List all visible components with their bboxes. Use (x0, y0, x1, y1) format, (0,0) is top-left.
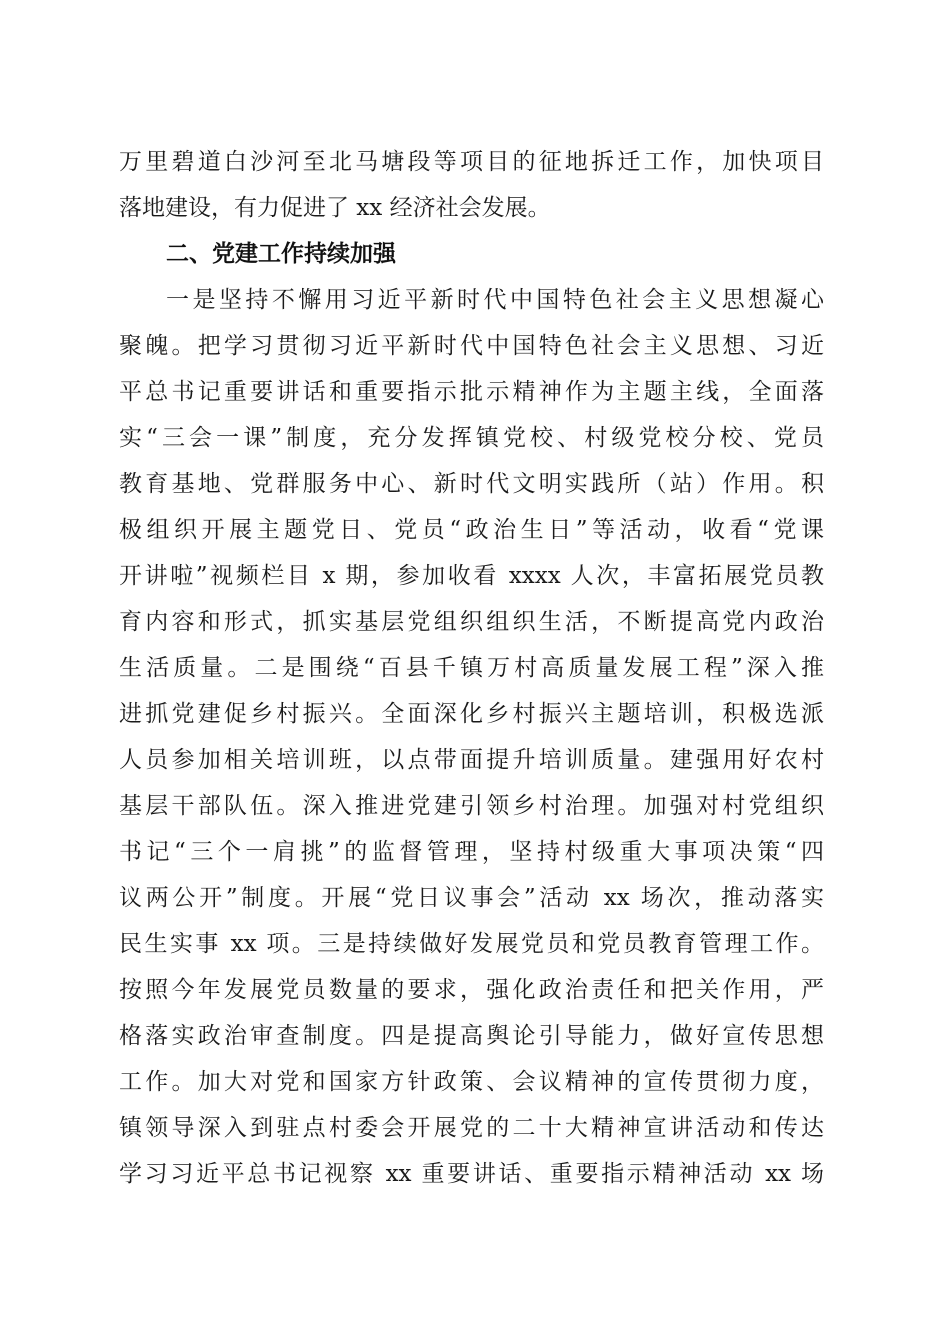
body-line: 生活质量。二是围绕“百县千镇万村高质量发展工程”深入推 (119, 655, 824, 681)
body-line: 书记“三个一肩挑”的监督管理，坚持村级重大事项决策“四 (119, 839, 824, 865)
body-line: 民生实事 xx 项。三是持续做好发展党员和党员教育管理工作。 (119, 931, 824, 957)
body-line: 聚魄。把学习贯彻习近平新时代中国特色社会主义思想、习近 (119, 333, 824, 359)
section-heading: 二、党建工作持续加强 (166, 241, 396, 267)
intro-line-1: 万里碧道白沙河至北马塘段等项目的征地拆迁工作，加快项目 (119, 149, 824, 175)
body-line: 育内容和形式，抓实基层党组织组织生活，不断提高党内政治 (119, 609, 824, 635)
body-line: 格落实政治审查制度。四是提高舆论引导能力，做好宣传思想 (119, 1023, 824, 1049)
body-line: 平总书记重要讲话和重要指示批示精神作为主题主线，全面落 (119, 379, 824, 405)
body-line: 一是坚持不懈用习近平新时代中国特色社会主义思想凝心 (166, 287, 824, 313)
body-line: 进抓党建促乡村振兴。全面深化乡村振兴主题培训，积极选派 (119, 701, 824, 727)
body-line: 议两公开”制度。开展“党日议事会”活动 xx 场次，推动落实 (119, 885, 824, 911)
body-line: 实“三会一课”制度，充分发挥镇党校、村级党校分校、党员 (119, 425, 824, 451)
body-line: 学习习近平总书记视察 xx 重要讲话、重要指示精神活动 xx 场 (119, 1161, 824, 1187)
body-line: 教育基地、党群服务中心、新时代文明实践所（站）作用。积 (119, 471, 824, 497)
body-line: 人员参加相关培训班，以点带面提升培训质量。建强用好农村 (119, 747, 824, 773)
body-line: 镇领导深入到驻点村委会开展党的二十大精神宣讲活动和传达 (119, 1115, 824, 1141)
body-line: 极组织开展主题党日、党员“政治生日”等活动，收看“党课 (119, 517, 824, 543)
body-line: 按照今年发展党员数量的要求，强化政治责任和把关作用，严 (119, 977, 824, 1003)
body-line: 工作。加大对党和国家方针政策、会议精神的宣传贯彻力度， (119, 1069, 824, 1095)
intro-line-2: 落地建设，有力促进了 xx 经济社会发展。 (119, 195, 551, 221)
body-line: 开讲啦”视频栏目 x 期，参加收看 xxxx 人次，丰富拓展党员教 (119, 563, 824, 589)
body-line: 基层干部队伍。深入推进党建引领乡村治理。加强对村党组织 (119, 793, 824, 819)
